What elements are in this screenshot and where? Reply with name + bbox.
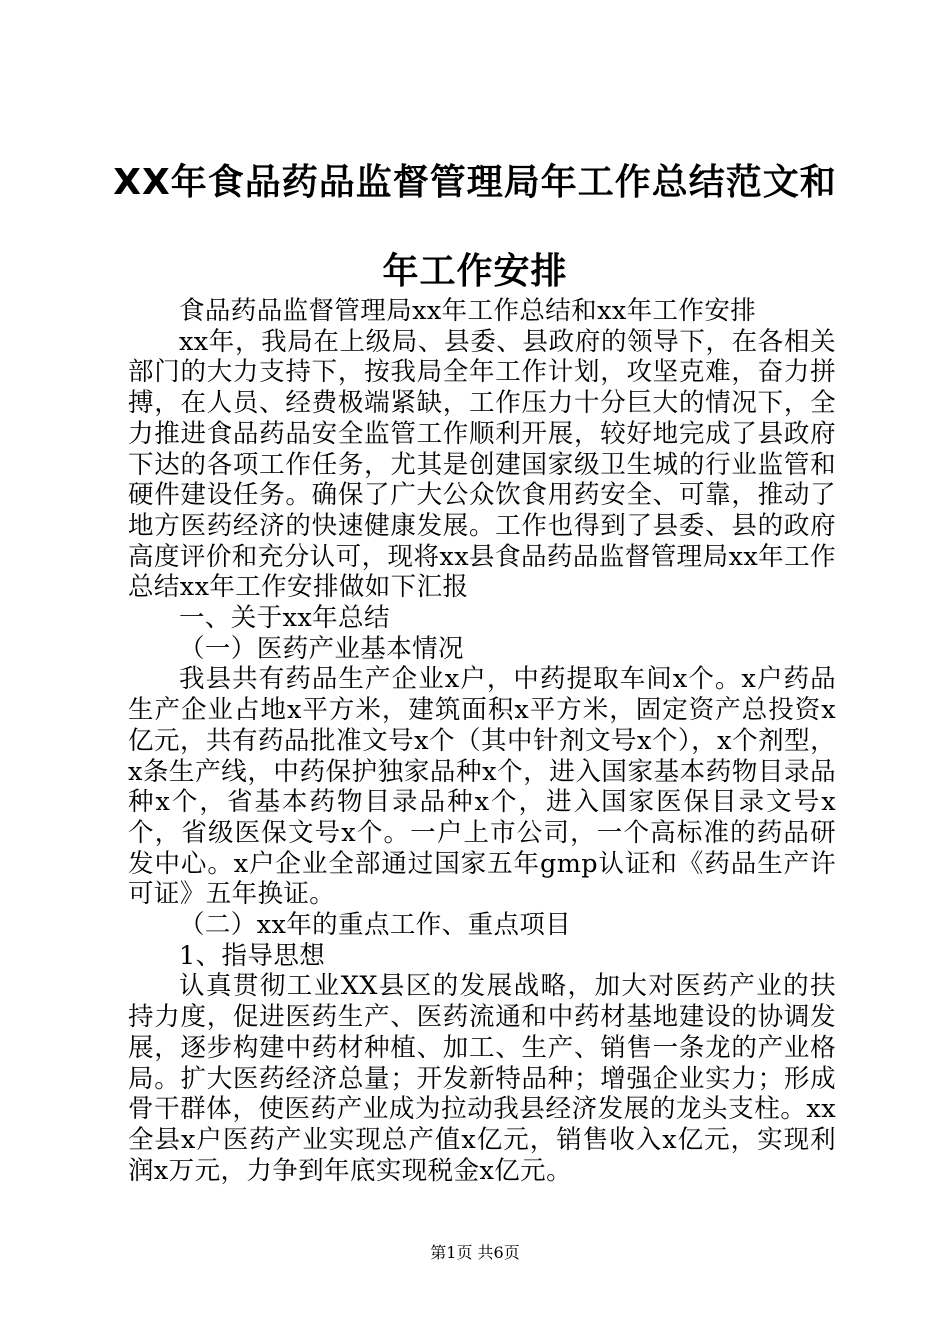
subsection-heading: （一）医药产业基本情况 [179,633,464,664]
subtitle-paragraph: 食品药品监督管理局xx年工作总结和xx年工作安排 [179,296,757,326]
document-title-line-2: 年工作安排 [382,251,568,292]
body-paragraph: 我县共有药品生产企业x户，中药提取车间x个。x户药品生产企业占地x平方米，建筑面积x平方米，固定资产总投资x亿元，共有药品批准文号x个（其中针剂文号x个），x个剂型，x条生产线，中药保护独家品种x个，进入国家基本药物目录品种x个，省基本药物目录品种x个，进入国家医保目录文号x个，省级医保文号x个。一户上市公司，一个高标准的药品研发中心。x户企业全部通过国家五年gmp认证和《药品生产许可证》五年换证。 [128,664,836,910]
subsection-heading: （二）xx年的重点工作、重点项目 [179,910,572,941]
body-paragraph: 认真贯彻工业XX县区的发展战略，加大对医药产业的扶持力度，促进医药生产、医药流通和中药材基地建设的协调发展，逐步构建中药材种植、加工、生产、销售一条龙的产业格局。扩大医药经济总量；开发新特品种；增强企业实力；形成骨干群体，使医药产业成为拉动我县经济发展的龙头支柱。xx全县x户医药产业实现总产值x亿元，销售收入x亿元，实现利润x万元，力争到年底实现税金x亿元。 [128,971,836,1186]
section-heading: 一、关于xx年总结 [179,603,390,634]
document-body [128,296,836,1186]
page-number-footer: 第1页 共6页 [430,1243,520,1262]
item-heading: 1、指导思想 [179,940,326,971]
document-title-line-1: XX年食品药品监督管理局年工作总结范文和 [113,162,837,203]
intro-paragraph: xx年，我局在上级局、县委、县政府的领导下，在各相关部门的大力支持下，按我局全年工作计划，攻坚克难，奋力拼搏，在人员、经费极端紧缺，工作压力十分巨大的情况下，全力推进食品药品安全监管工作顺利开展，较好地完成了县政府下达的各项工作任务，尤其是创建国家级卫生城的行业监管和硬件建设任务。确保了广大公众饮食用药安全、可靠，推动了地方医药经济的快速健康发展。工作也得到了县委、县的政府高度评价和充分认可，现将xx县食品药品监督管理局xx年工作总结xx年工作安排做如下汇报 [128,326,836,603]
